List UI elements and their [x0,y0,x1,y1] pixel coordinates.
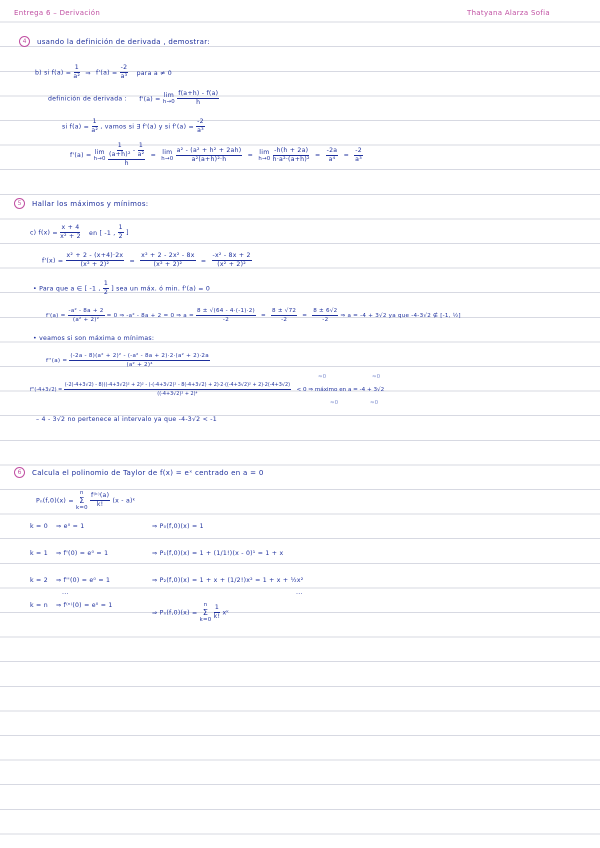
interval-open: en [ -1 , [89,229,116,237]
denominator: -2 [322,317,329,323]
fpp-fraction [69,352,210,369]
ex5-bullet-2: • veamos si son máxima o mínimas: [33,335,155,342]
q1-fraction [196,307,256,324]
denominator: h [196,99,201,106]
fp2-fraction [140,252,195,269]
fpp-lhs: f''(a) = [46,358,68,364]
lim-sub: h→0 [162,99,175,105]
ex6-ellipsis-1: ... [62,589,69,596]
c1-numerator [108,142,145,160]
ex5-evaluated-second-derivative [30,381,384,398]
denominator: (a² + 2)⁴ [126,362,153,368]
c3-limit [258,149,270,162]
ex5-bullet-3: – 4 - 3√2 no pertenece al intervalo ya que -4-3√2 < -1 [36,416,217,423]
c1-denominator: h [124,160,129,167]
ex5-second-derivative [46,352,210,369]
denominator: (a+h)² [108,151,131,158]
header-left-title: Entrega 6 – Derivación [14,9,101,17]
ex6-taylor-formula [36,490,136,511]
denominator: a² [91,127,99,134]
equals: = [302,313,308,319]
fa-lhs: f'(a) = [46,313,66,319]
numerator: -h(h + 2a) [274,146,309,154]
ex6-row-k1-k: k = 1 [30,550,48,557]
denominator: k! [96,501,104,508]
denominator: a³ [197,127,204,134]
denominator: -2 [281,317,288,323]
numerator: -2 [120,64,128,71]
lim-sub: h→0 [161,155,174,162]
denominator: (a² + 2)² [72,317,100,323]
fp-lhs: f'(x) = [42,257,64,265]
numerator: -2a [326,146,338,154]
denominator: ((-4+3√2)² + 2)⁴ [157,391,198,397]
c2-fraction [176,147,243,164]
ex6-row-k1-f: ⇒ f'(0) = e⁰ = 1 [56,550,109,557]
final-fraction [214,604,221,621]
fp3-fraction [212,252,252,269]
denominator: (x² + 2)² [153,261,183,268]
ex4-b-f-fraction [73,64,80,81]
vamos-fraction [196,118,205,135]
ex6-row-kn-f: ⇒ f⁽ⁿ⁾(0) = e⁰ = 1 [56,602,113,609]
numerator: x² + 2 - 2x² - 8x [141,252,195,259]
exercise-5-number: 5 [14,198,25,209]
equals: = [150,152,157,159]
q-result: ⇒ a = -4 + 3√2 ya que -4-3√2 ∉ [-1, ½] [340,313,461,319]
c-lhs: f'(a) = [70,152,92,159]
ex5-bullet-1 [33,280,210,297]
sum-sign: Σ [202,608,209,617]
fp1-fraction [66,252,125,269]
ex4-computation [70,142,363,168]
lim-word: lim [94,148,105,156]
numerator: 8 ± √72 [271,308,297,314]
c4-fraction [326,147,339,164]
p-lhs: Pₙ(f,0)(x) = [36,497,74,505]
exercise-5-title: Hallar los máximos y mínimos: [32,200,149,208]
interval-close: ] [126,229,129,237]
c5-fraction [354,147,363,164]
si-label: si f(a) = [62,123,90,131]
implies-arrow: ⇒ [85,69,91,77]
sum-symbol [76,490,88,511]
definition-label: definición de derivada : [48,95,127,103]
ex5-c-label: c) [30,229,37,237]
equals: = [343,152,349,159]
denominator: a² [137,151,145,158]
ex4-b-f: si f(a) = [44,69,72,77]
ex4-definition-line [48,90,219,107]
numerator: -2 [355,146,362,154]
final-sum-symbol [200,602,212,623]
ex6-row-k0-result: ⇒ P₀(f,0)(x) = 1 [152,523,204,530]
denominator: a²(a+h)²·h [191,155,227,163]
minus: - [132,147,136,155]
equals: = [129,257,135,265]
p-fraction [90,492,110,509]
fa-fraction [68,307,105,324]
ex5-critical-points-line [46,307,461,324]
numerator: f⁽ᵏ⁾(a) [91,492,110,499]
si-fraction [91,118,98,135]
c1-inner-fraction [109,142,131,159]
definition-fp: f'(a) = [139,95,161,103]
sum-bottom: k=0 [75,505,88,511]
lim-word: lim [162,148,173,156]
f-def: f(x) = [38,229,58,237]
numerator: 1 [74,64,79,71]
numerator: (-2a - 8)(a² + 2)² - (-a² - 8a + 2)·2·(a² + 2)·2a [70,353,209,359]
approx-mark-4: ≈0 [370,400,379,406]
c3-fraction [273,147,310,164]
numerator: 1 [214,604,220,611]
numerator: 1 [138,142,144,149]
equals: = [200,257,207,265]
numerator: -x² - 8x + 2 [212,252,251,259]
ex4-b-condition: para a ≠ 0 [136,69,172,77]
approx-mark-2: ≈0 [372,374,381,380]
lim-word: lim [163,92,175,99]
kn-result-lhs: ⇒ Pₙ(f,0)(x) = [152,609,198,617]
equals: = [314,152,321,159]
numerator: -a² - 8a + 2 [68,308,104,314]
exercise-6-number: 6 [14,467,25,478]
exercise-4-number: 4 [19,36,30,47]
numerator: x + 4 [61,224,80,231]
header-right-author: Thatyana Alarza Sofia [467,9,550,17]
sum-sign: Σ [79,496,85,505]
ex6-row-k2-k: k = 2 [30,577,48,584]
approx-mark-1: ≈0 [318,374,327,380]
ex6-ellipsis-2: ... [296,589,303,596]
ex6-row-kn-result [152,602,229,623]
lim-sub: h→0 [258,155,271,162]
final-tail: xᵏ [222,609,230,617]
lim-word: lim [259,148,270,156]
numerator: 1 [118,224,123,231]
ex6-row-k0-f: ⇒ e⁰ = 1 [56,523,85,530]
fa-step: = 0 ⇒ -a² - 8a + 2 = 0 ⇒ a = [106,313,194,319]
sum-bottom: k=0 [199,617,212,623]
f-fraction [60,224,81,241]
equals: = [261,313,266,319]
ex6-row-k2-result: ⇒ P₂(f,0)(x) = 1 + x + (1/2!)x² = 1 + x + ½x² [152,577,304,584]
denominator: a³ [355,155,362,163]
numerator: 1 [92,118,97,125]
denominator: x² + 2 [60,233,81,240]
ex4-b-label: b) [35,69,42,77]
ex6-row-k0-k: k = 0 [30,523,48,530]
numerator: (-2(-4+3√2) - 8)((-4+3√2)² + 2)² - (-(-4+3√2)² - 8(-4+3√2) + 2)·2·((-4+3√2)² + 2)·2(-4+3√2) [64,382,290,388]
ex5-derivative-line [42,252,252,269]
denominator: a² [73,73,81,80]
ex6-row-k1-result: ⇒ P₁(f,0)(x) = 1 + (1/1!)(x - 0)¹ = 1 + x [152,550,284,557]
lim-sub: h→0 [93,155,106,162]
ex6-row-k2-f: ⇒ f''(0) = e⁰ = 1 [56,577,111,584]
numerator: f(a+h) - f(a) [178,90,219,97]
ex6-row-kn-k: k = n [30,602,48,609]
denominator: (x² + 2)² [80,261,110,268]
denominator: a⁴ [328,155,336,163]
exercise-4-title: usando la definición de derivada , demostrar: [37,38,210,46]
denominator: 2 [103,289,109,296]
vamos-text: , vamos si ∃ f'(a) y si f'(a) = [100,123,194,131]
exercise-6-title: Calcula el polinomio de Taylor de f(x) = eˣ centrado en a = 0 [32,469,264,477]
sum-top: n [80,490,84,496]
denominator: (x² + 2)² [217,261,246,268]
c-limit [94,149,106,162]
ex4-si-line [62,118,205,135]
ex5-function-line [30,224,129,241]
numerator: x² + 2 - (x+4)·2x [66,252,124,259]
q2-fraction [271,307,297,324]
denominator: a³ [120,73,128,80]
equals: = [247,152,254,159]
definition-limit [163,92,175,105]
fpp2-lhs: f''(-4+3√2) = [30,387,63,393]
sum-top: n [203,602,208,608]
denominator: 2 [118,233,123,240]
p-tail: (x - a)ᵏ [112,497,136,505]
bullet1-fraction [103,280,109,297]
c1-fraction [108,142,145,168]
numerator: 1 [117,142,122,149]
denominator: -2 [222,317,229,323]
approx-mark-3: ≈0 [330,400,339,406]
numerator: 8 ± 6√2 [313,308,338,314]
denominator: h·a²·(a+h)² [272,155,310,163]
c2-limit [161,149,173,162]
c1-inner2-fraction [138,142,145,159]
ex4-b-fp-fraction [120,64,129,81]
q3-fraction [312,307,338,324]
denominator: k! [213,613,221,620]
bullet1-tail: ] sea un máx. ó min. f'(a) = 0 [111,285,211,293]
fpp2-result: < 0 ⇒ máximo en a = -4 + 3√2 [296,387,385,393]
bullet1-text: • Para que a ∈ [ -1 , [33,285,101,293]
fpp2-fraction [64,381,291,398]
numerator: 1 [103,280,109,287]
ex4-statement [35,64,172,81]
numerator: -2 [197,118,204,125]
interval-fraction [118,224,124,241]
numerator: 8 ± √(64 - 4·(-1)·2) [196,308,255,314]
definition-fraction [177,90,219,107]
numerator: a² - (a² + h² + 2ah) [176,146,242,154]
ex4-b-fp: f'(a) = [96,69,118,77]
